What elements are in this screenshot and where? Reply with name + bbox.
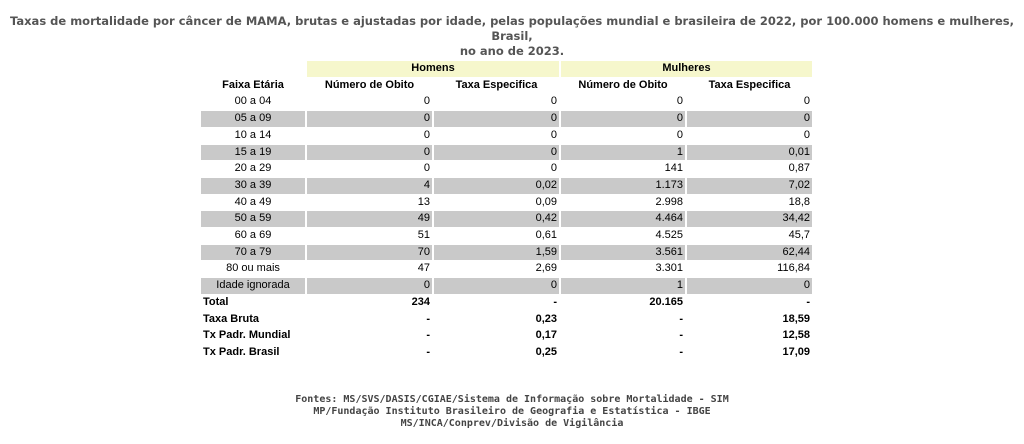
summary-label-cell: Total: [203, 295, 229, 308]
summary-label-cell: Tx Padr. Mundial: [203, 329, 291, 342]
taxa-homens-cell: 0,42: [434, 211, 559, 227]
table-row: [201, 145, 812, 161]
source-footer: [0, 394, 1024, 430]
obito-mulheres-cell: 3.561: [561, 245, 685, 261]
obito-mulheres-cell: 1: [561, 145, 685, 161]
taxa-homens-cell: 0,23: [535, 312, 557, 325]
taxa-mulheres-cell: 116,84: [777, 262, 810, 275]
report-title: [0, 14, 1024, 59]
summary-row: [201, 312, 812, 328]
taxa-mulheres-cell: -: [806, 295, 810, 308]
taxa-mulheres-cell: 18,8: [788, 195, 810, 208]
taxa-mulheres-cell: 12,58: [782, 329, 810, 342]
table-row: [201, 161, 812, 177]
obito-homens-cell: 0: [423, 128, 430, 141]
age-group-cell: 20 a 29: [234, 162, 272, 175]
taxa-homens-cell: 0: [434, 111, 559, 127]
taxa-homens-cell: 0: [550, 128, 557, 141]
column-header-taxa-homens: Taxa Especifica: [455, 78, 538, 91]
taxa-homens-cell: 2,69: [535, 262, 557, 275]
age-group-cell: 60 a 69: [234, 229, 272, 242]
taxa-mulheres-cell: 0: [803, 128, 810, 141]
footer-line-3: MS/INCA/Conprev/Divisão de Vigilância: [400, 418, 624, 429]
group-header-mulheres: Mulheres: [561, 61, 812, 77]
age-group-cell: Idade ignorada: [201, 278, 305, 294]
obito-homens-cell: -: [426, 345, 430, 358]
age-group-cell: 40 a 49: [234, 195, 272, 208]
footer-line-1: Fontes: MS/SVS/DASIS/CGIAE/Sistema de Informação sobre Mortalidade - SIM: [295, 394, 729, 405]
summary-label-cell: Taxa Bruta: [203, 312, 260, 325]
taxa-homens-cell: -: [553, 295, 557, 308]
obito-homens-cell: 47: [417, 262, 430, 275]
taxa-mulheres-cell: 34,42: [687, 211, 812, 227]
taxa-homens-cell: 1,59: [434, 245, 559, 261]
table-row: [201, 211, 812, 227]
obito-mulheres-cell: 1: [561, 278, 685, 294]
title-line-2: no ano de 2023.: [459, 44, 565, 58]
taxa-mulheres-cell: 45,7: [788, 229, 810, 242]
obito-homens-cell: 13: [417, 195, 430, 208]
obito-mulheres-cell: 4.464: [561, 211, 685, 227]
obito-homens-cell: 70: [307, 245, 432, 261]
obito-homens-cell: -: [426, 312, 430, 325]
summary-row: [201, 345, 812, 361]
table-row: [201, 111, 812, 127]
column-header-faixa-etaria: Faixa Etária: [222, 78, 284, 91]
group-header-row: [201, 61, 812, 77]
obito-homens-cell: 0: [307, 145, 432, 161]
obito-mulheres-cell: 1.173: [561, 178, 685, 194]
age-group-cell: 00 a 04: [234, 95, 272, 108]
mortality-table: [199, 60, 814, 362]
group-header-homens: Homens: [307, 61, 559, 77]
table-row: [201, 228, 812, 244]
table-row: [201, 128, 812, 144]
table-row: [201, 195, 812, 211]
obito-homens-cell: 51: [417, 229, 430, 242]
taxa-mulheres-cell: 0: [803, 95, 810, 108]
taxa-homens-cell: 0,02: [434, 178, 559, 194]
obito-homens-cell: 4: [307, 178, 432, 194]
taxa-mulheres-cell: 0,87: [788, 162, 810, 175]
table-row: [201, 261, 812, 277]
summary-label-cell: Tx Padr. Brasil: [203, 345, 280, 358]
obito-mulheres-cell: -: [679, 329, 683, 342]
column-header-row: [201, 78, 812, 94]
column-header-obito-homens: Número de Obito: [324, 78, 415, 91]
obito-homens-cell: -: [426, 329, 430, 342]
obito-mulheres-cell: 20.165: [649, 295, 683, 308]
taxa-mulheres-cell: 18,59: [782, 312, 810, 325]
taxa-homens-cell: 0,17: [535, 329, 557, 342]
taxa-mulheres-cell: 0: [687, 111, 812, 127]
taxa-homens-cell: 0,09: [535, 195, 557, 208]
age-group-cell: 10 a 14: [234, 128, 272, 141]
age-group-cell: 05 a 09: [201, 111, 305, 127]
obito-mulheres-cell: -: [679, 345, 683, 358]
table-row: [201, 278, 812, 294]
summary-row: [201, 295, 812, 311]
group-header-blank: [201, 61, 305, 77]
taxa-homens-cell: 0,61: [535, 229, 557, 242]
age-group-cell: 15 a 19: [201, 145, 305, 161]
obito-mulheres-cell: 141: [664, 162, 683, 175]
taxa-mulheres-cell: 17,09: [782, 345, 810, 358]
obito-homens-cell: 0: [423, 162, 430, 175]
footer-line-2: MP/Fundação Instituto Brasileiro de Geografia e Estatística - IBGE: [313, 406, 711, 417]
obito-homens-cell: 49: [307, 211, 432, 227]
taxa-homens-cell: 0: [550, 95, 557, 108]
table-row: [201, 94, 812, 110]
obito-mulheres-cell: -: [679, 312, 683, 325]
taxa-mulheres-cell: 62,44: [687, 245, 812, 261]
title-line-1: Taxas de mortalidade por câncer de MAMA, brutas e ajustadas por idade, pelas populações mundial e brasileira de 2022, por 100.000 homens e mulheres, Brasil,: [10, 14, 1014, 43]
taxa-homens-cell: 0,25: [535, 345, 557, 358]
table-row: [201, 178, 812, 194]
table-row: [201, 245, 812, 261]
age-group-cell: 70 a 79: [201, 245, 305, 261]
age-group-cell: 80 ou mais: [226, 262, 280, 275]
obito-homens-cell: 0: [307, 111, 432, 127]
obito-mulheres-cell: 4.525: [655, 229, 683, 242]
taxa-homens-cell: 0: [434, 145, 559, 161]
taxa-homens-cell: 0: [434, 278, 559, 294]
obito-mulheres-cell: 0: [676, 95, 683, 108]
taxa-mulheres-cell: 0: [687, 278, 812, 294]
obito-mulheres-cell: 0: [561, 111, 685, 127]
column-header-obito-mulheres: Número de Obito: [578, 78, 668, 91]
obito-mulheres-cell: 0: [676, 128, 683, 141]
age-group-cell: 50 a 59: [201, 211, 305, 227]
taxa-mulheres-cell: 7,02: [687, 178, 812, 194]
column-header-taxa-mulheres: Taxa Especifica: [708, 78, 791, 91]
obito-mulheres-cell: 3.301: [655, 262, 683, 275]
obito-homens-cell: 0: [423, 95, 430, 108]
summary-row: [201, 328, 812, 344]
obito-homens-cell: 0: [307, 278, 432, 294]
taxa-homens-cell: 0: [550, 162, 557, 175]
age-group-cell: 30 a 39: [201, 178, 305, 194]
taxa-mulheres-cell: 0,01: [687, 145, 812, 161]
obito-homens-cell: 234: [411, 295, 430, 308]
obito-mulheres-cell: 2.998: [655, 195, 683, 208]
